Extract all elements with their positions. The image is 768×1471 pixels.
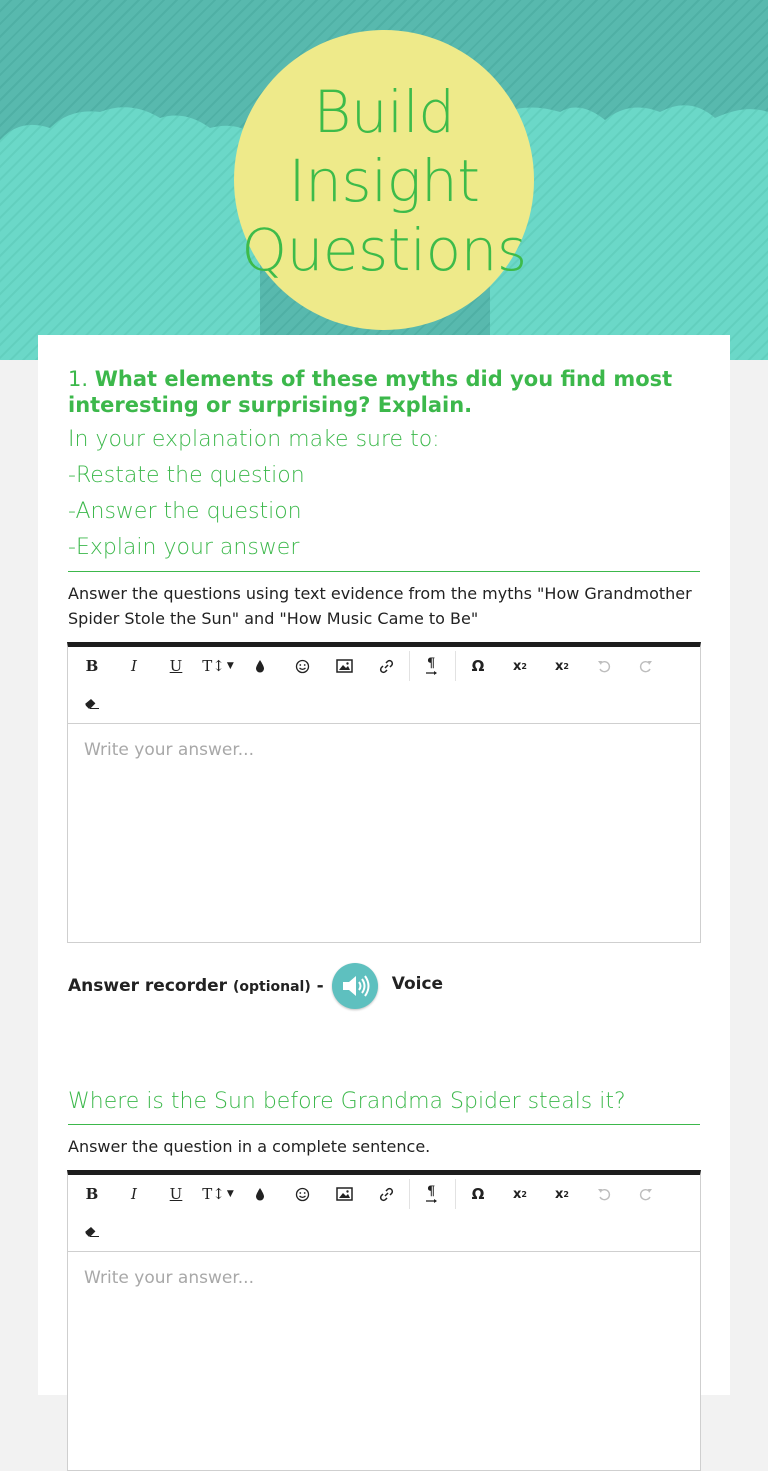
- recorder-label: [68, 976, 324, 996]
- instruction-line-4: -Explain your answer: [68, 535, 300, 560]
- paragraph-direction-icon[interactable]: [411, 647, 453, 685]
- recorder-optional: (optional): [232, 979, 311, 995]
- superscript-base: x: [555, 1186, 564, 1202]
- instruction-line-1: In your explanation make sure to:: [68, 427, 440, 452]
- subscript-mark: 2: [521, 1189, 527, 1199]
- emoji-icon[interactable]: [281, 647, 323, 685]
- recorder-title: Answer recorder: [68, 976, 228, 996]
- eraser-icon[interactable]: [71, 1213, 113, 1251]
- recorder-dash: -: [316, 976, 324, 996]
- answer-editor: [67, 642, 701, 943]
- toolbar-separator: [455, 651, 456, 681]
- answer-recorder: [68, 963, 443, 1009]
- question-number: 1.: [68, 367, 89, 391]
- question-text: What elements of these myths did you find most interesting or surprising? Explain.: [68, 367, 673, 417]
- question-divider: [68, 1124, 700, 1125]
- bold-icon[interactable]: B: [85, 657, 99, 675]
- color-drop-icon[interactable]: [239, 647, 281, 685]
- superscript-icon[interactable]: [541, 647, 583, 685]
- page-title: [200, 78, 568, 285]
- subscript-base: x: [513, 1186, 522, 1202]
- instruction-line-2: -Restate the question: [68, 463, 305, 488]
- question-description: Answer the question in a complete sentence.: [68, 1137, 431, 1156]
- title-line-1: Build: [313, 78, 455, 146]
- redo-icon[interactable]: [625, 1175, 667, 1213]
- title-line-2: Insight: [288, 147, 480, 215]
- link-icon[interactable]: [365, 1175, 407, 1213]
- image-icon[interactable]: [323, 1175, 365, 1213]
- font-size-icon[interactable]: [197, 1175, 239, 1213]
- chevron-down-icon: ▼: [226, 1189, 234, 1199]
- eraser-icon[interactable]: [71, 685, 113, 723]
- superscript-base: x: [555, 658, 564, 674]
- special-character-icon[interactable]: Ω: [471, 657, 485, 675]
- subscript-icon[interactable]: [499, 647, 541, 685]
- emoji-icon[interactable]: [281, 1175, 323, 1213]
- color-drop-icon[interactable]: [239, 1175, 281, 1213]
- undo-icon[interactable]: [583, 647, 625, 685]
- svg-text:¶: ¶: [427, 656, 436, 671]
- editor-toolbar: [68, 647, 700, 724]
- italic-icon[interactable]: I: [131, 1185, 137, 1203]
- answer-textarea[interactable]: Write your answer...: [84, 740, 254, 760]
- header-banner: [0, 0, 768, 360]
- question-1-title: [68, 366, 700, 418]
- font-size-label: T↕: [202, 1185, 225, 1203]
- link-icon[interactable]: [365, 647, 407, 685]
- title-line-3: Questions: [241, 216, 527, 284]
- answer-textarea[interactable]: Write your answer...: [84, 1268, 254, 1288]
- superscript-mark: 2: [563, 1189, 569, 1199]
- redo-icon[interactable]: [625, 647, 667, 685]
- question-divider: [68, 571, 700, 572]
- undo-icon[interactable]: [583, 1175, 625, 1213]
- toolbar-separator: [409, 651, 410, 681]
- question-2-title: Where is the Sun before Grandma Spider steals it?: [68, 1089, 626, 1114]
- underline-icon[interactable]: U: [169, 657, 183, 675]
- subscript-icon[interactable]: [499, 1175, 541, 1213]
- speaker-icon: [332, 963, 378, 1009]
- italic-icon[interactable]: I: [131, 657, 137, 675]
- editor-toolbar: [68, 1175, 700, 1252]
- instruction-line-3: -Answer the question: [68, 499, 302, 524]
- svg-text:¶: ¶: [427, 1184, 436, 1199]
- font-size-label: T↕: [202, 657, 225, 675]
- toolbar-separator: [455, 1179, 456, 1209]
- question-description: Answer the questions using text evidence from the myths "How Grandmother Spider Stole the Sun" and "How Music Came to Be": [68, 584, 692, 628]
- voice-record-button[interactable]: [332, 963, 378, 1009]
- font-size-icon[interactable]: [197, 647, 239, 685]
- image-icon[interactable]: [323, 647, 365, 685]
- paragraph-direction-icon[interactable]: [411, 1175, 453, 1213]
- special-character-icon[interactable]: Ω: [471, 1185, 485, 1203]
- toolbar-separator: [409, 1179, 410, 1209]
- bold-icon[interactable]: B: [85, 1185, 99, 1203]
- subscript-base: x: [513, 658, 522, 674]
- underline-icon[interactable]: U: [169, 1185, 183, 1203]
- superscript-icon[interactable]: [541, 1175, 583, 1213]
- answer-editor: [67, 1170, 701, 1471]
- subscript-mark: 2: [521, 661, 527, 671]
- chevron-down-icon: ▼: [226, 661, 234, 671]
- voice-label: Voice: [391, 974, 444, 994]
- superscript-mark: 2: [563, 661, 569, 671]
